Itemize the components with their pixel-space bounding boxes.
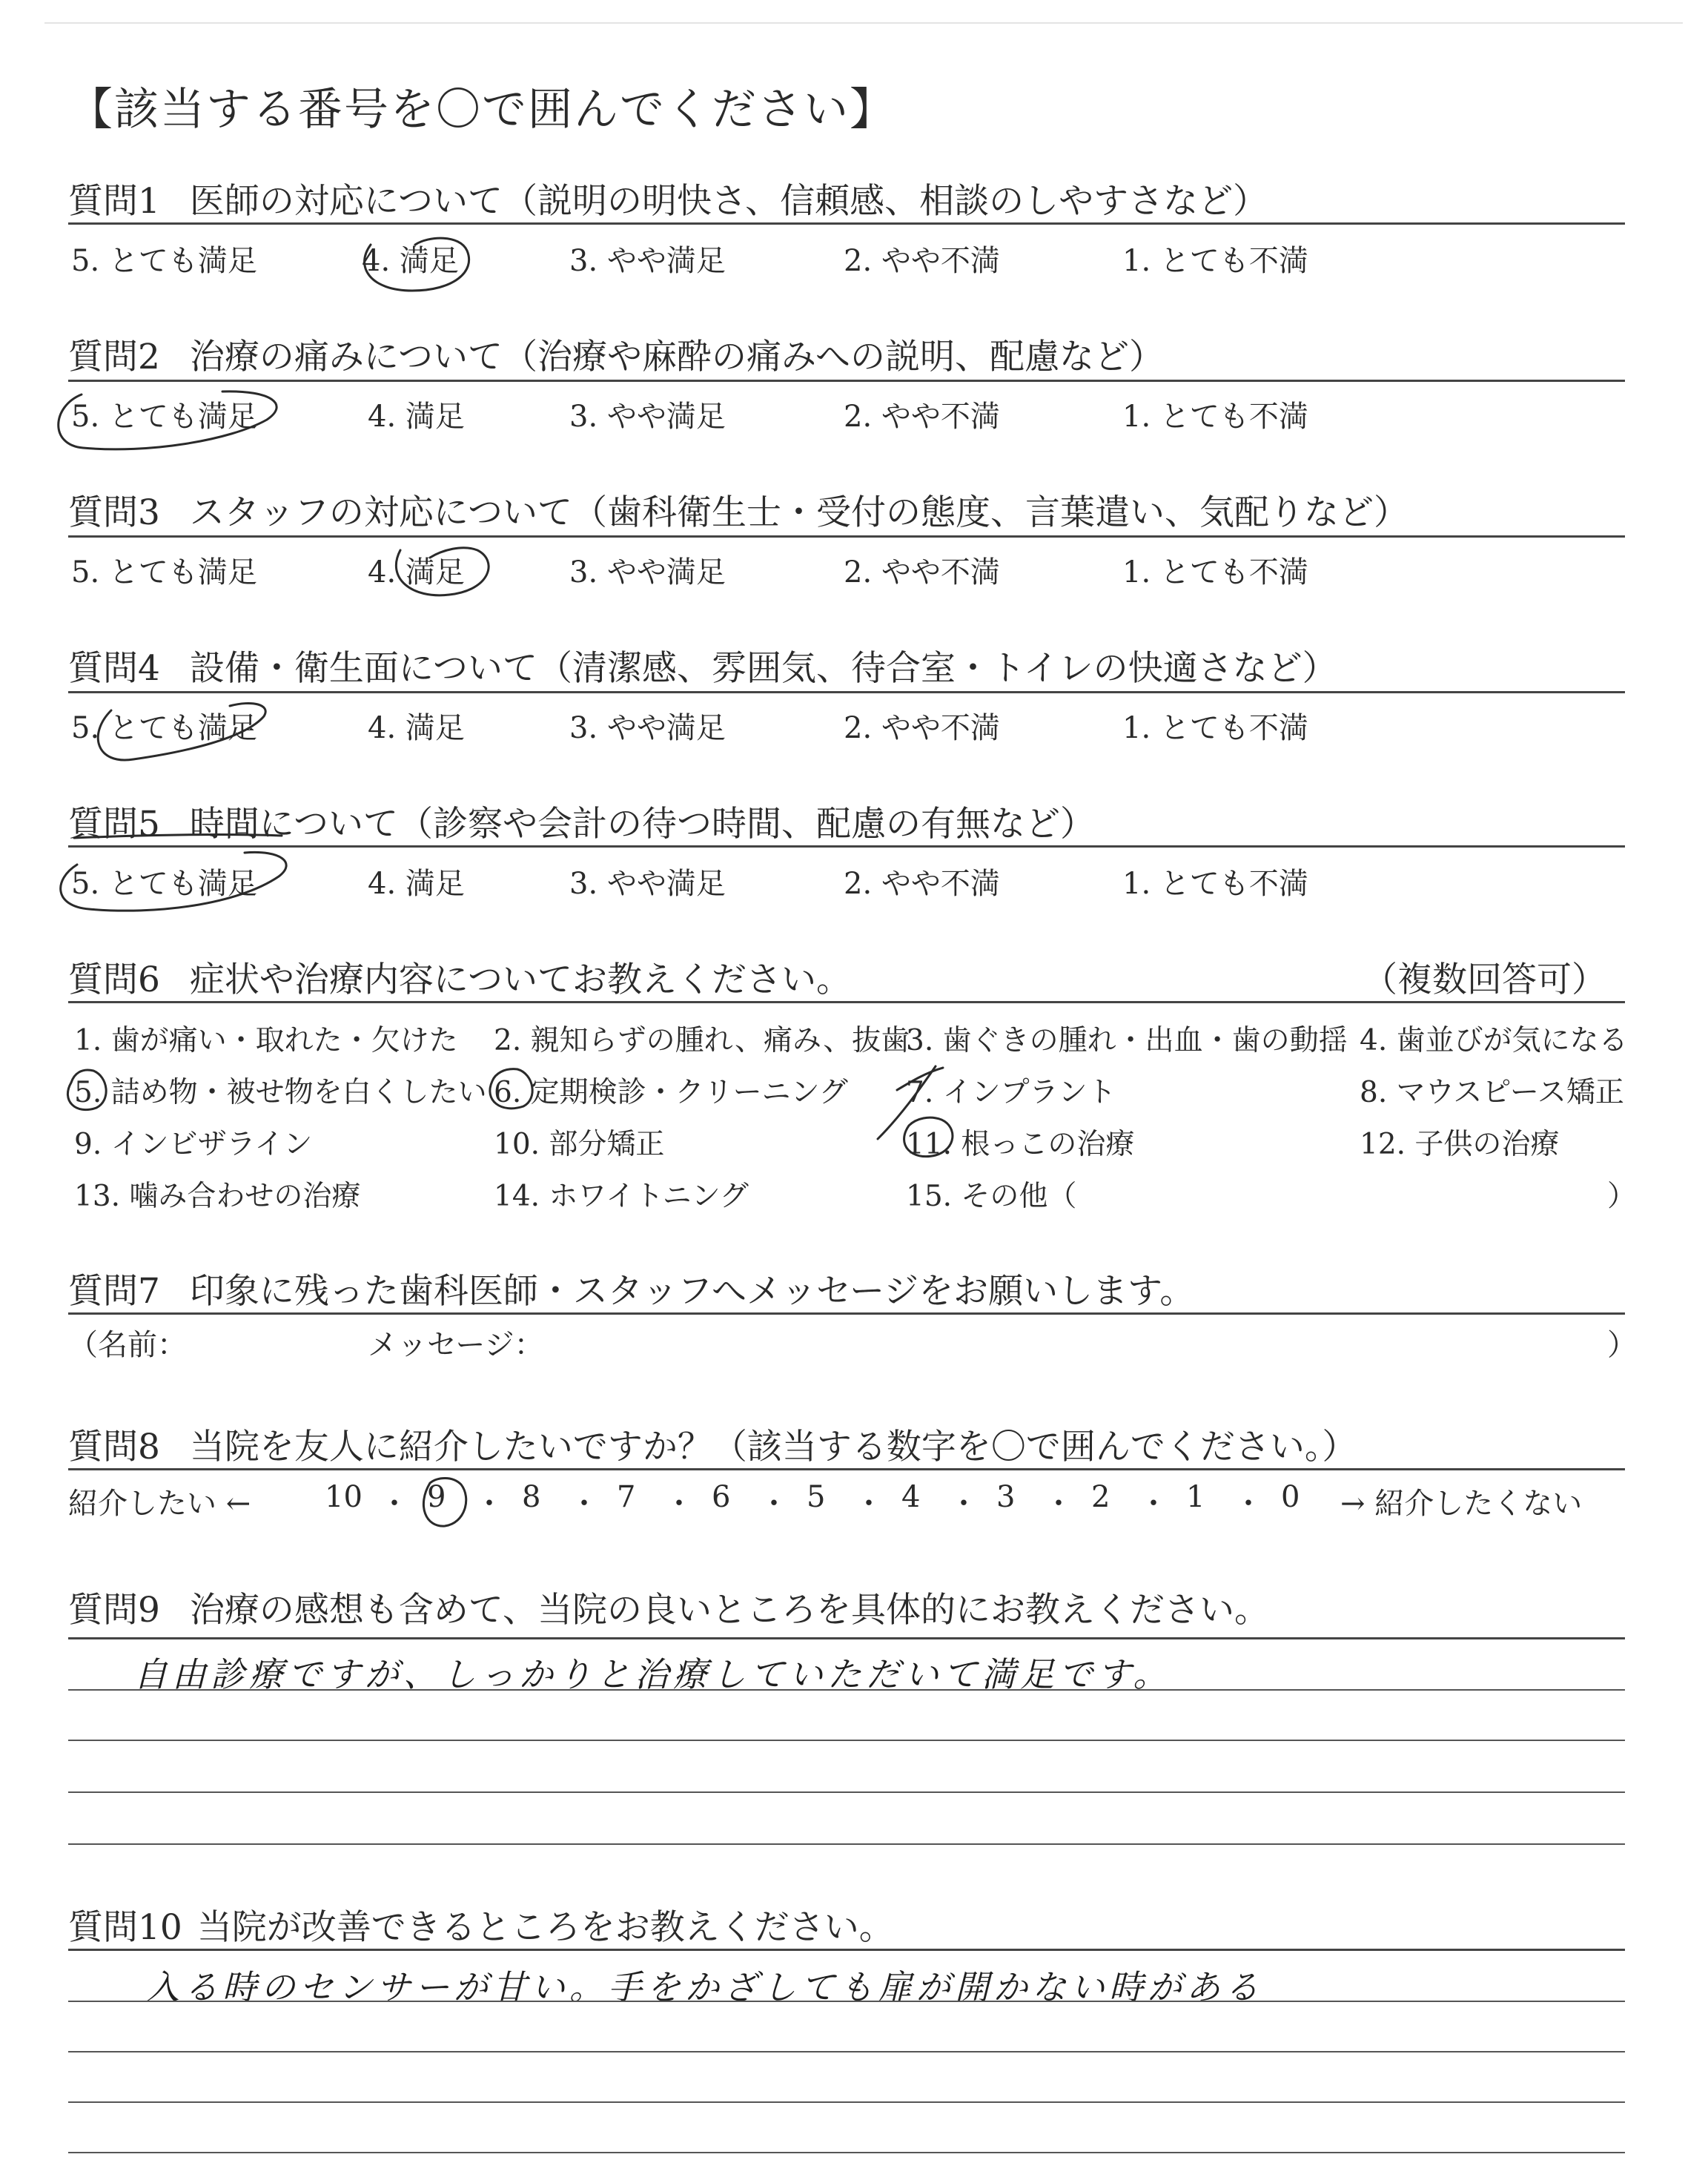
q9-rule	[68, 1637, 1625, 1639]
q4-heading	[68, 641, 1337, 690]
q2-option-5[interactable]: 5. とても満足	[71, 400, 257, 434]
q5-option-2[interactable]: 2. やや不満	[844, 867, 1000, 901]
q6-option-6[interactable]: 6. 定期検診・クリーニング	[494, 1076, 848, 1109]
q6-option-8[interactable]: 8. マウスピース矯正	[1360, 1076, 1624, 1109]
q7-close-paren: ）	[1607, 1328, 1637, 1362]
q8-scale-separator: ・	[1044, 1487, 1073, 1521]
q9-heading	[68, 1582, 1269, 1632]
q10-label: 質問10	[68, 1907, 182, 1948]
q6-option-12[interactable]: 12. 子供の治療	[1360, 1128, 1560, 1161]
q8-rule	[68, 1468, 1625, 1470]
q8-scale-separator: ・	[949, 1487, 979, 1521]
q1-option-1[interactable]: 1. とても不満	[1122, 244, 1308, 278]
q9-handwritten-answer: 自由診療ですが、しっかりと治療していただいて満足です。	[133, 1654, 1172, 1694]
q8-right-label: → 紹介したくない	[1340, 1487, 1583, 1521]
q2-option-3[interactable]: 3. やや満足	[569, 400, 726, 434]
q5-option-5[interactable]: 5. とても満足	[71, 867, 257, 901]
q3-rule	[68, 535, 1625, 538]
q3-option-1[interactable]: 1. とても不満	[1122, 555, 1308, 589]
q3-option-3[interactable]: 3. やや満足	[569, 555, 726, 589]
q8-scale-value-5[interactable]: 5	[807, 1480, 826, 1514]
q10-handwritten-answer: 入る時のセンサーが甘い。手をかざしても扉が開かない時がある	[145, 1967, 1263, 2007]
q8-scale-separator: ・	[380, 1487, 409, 1521]
q9-label: 質問9	[68, 1590, 160, 1631]
q10-text: 当院が改善できるところをお教えください。	[196, 1907, 894, 1948]
q8-scale-value-2[interactable]: 2	[1091, 1480, 1110, 1514]
q5-text: 時間について（診察や会計の待つ時間、配慮の有無など）	[189, 804, 1095, 845]
q8-heading	[68, 1419, 1357, 1469]
q4-text: 設備・衛生面について（清潔感、雰囲気、待合室・トイレの快適さなど）	[189, 648, 1337, 689]
page-title: 【該当する番号を〇で囲んでください】	[68, 84, 896, 136]
q4-option-3[interactable]: 3. やや満足	[569, 711, 726, 745]
q7-text: 印象に残った歯科医師・スタッフへメッセージをお願いします。	[189, 1271, 1195, 1312]
q6-option-1[interactable]: 1. 歯が痛い・取れた・欠けた	[74, 1024, 458, 1057]
q2-label: 質問2	[68, 337, 160, 377]
q1-heading	[68, 174, 1268, 223]
q1-option-5[interactable]: 5. とても満足	[71, 244, 257, 278]
q9-writing-line-4	[68, 1843, 1625, 1845]
q6-option-13[interactable]: 13. 噛み合わせの治療	[74, 1180, 361, 1213]
q1-label: 質問1	[68, 181, 160, 222]
q8-scale-separator: ・	[759, 1487, 789, 1521]
q5-option-4[interactable]: 4. 満足	[368, 867, 465, 901]
q8-scale-value-4[interactable]: 4	[901, 1480, 921, 1514]
q3-option-4[interactable]: 4. 満足	[368, 555, 465, 589]
q6-option-9[interactable]: 9. インビザライン	[74, 1128, 313, 1161]
page-top-edge	[44, 22, 1683, 24]
q4-option-5[interactable]: 5. とても満足	[71, 711, 257, 745]
q6-option-4[interactable]: 4. 歯並びが気になる	[1360, 1024, 1628, 1057]
q4-label: 質問4	[68, 648, 160, 689]
q5-option-3[interactable]: 3. やや満足	[569, 867, 726, 901]
q6-label: 質問6	[68, 960, 160, 1000]
q8-scale-separator: ・	[664, 1487, 694, 1521]
q8-text: 当院を友人に紹介したいですか？（該当する数字を〇で囲んでください。）	[189, 1427, 1357, 1467]
q8-scale-separator: ・	[474, 1487, 504, 1521]
q6-option-2[interactable]: 2. 親知らずの腫れ、痛み、抜歯	[494, 1024, 910, 1057]
q1-option-3[interactable]: 3. やや満足	[569, 244, 726, 278]
q9-writing-line-3	[68, 1791, 1625, 1793]
q4-option-1[interactable]: 1. とても不満	[1122, 711, 1308, 745]
q9-writing-line-2	[68, 1740, 1625, 1741]
q7-name-label[interactable]: （名前：	[68, 1328, 187, 1362]
q9-writing-line-1	[68, 1689, 1625, 1691]
q8-left-label: 紹介したい ←	[68, 1487, 251, 1521]
q3-option-5[interactable]: 5. とても満足	[71, 555, 257, 589]
q6-option-10[interactable]: 10. 部分矯正	[494, 1128, 665, 1161]
q5-rule	[68, 845, 1625, 848]
q2-option-1[interactable]: 1. とても不満	[1122, 400, 1308, 434]
q4-rule	[68, 691, 1625, 693]
q10-writing-line-2	[68, 2051, 1625, 2052]
q2-option-4[interactable]: 4. 満足	[368, 400, 465, 434]
q8-scale-separator: ・	[569, 1487, 599, 1521]
q8-scale-value-6[interactable]: 6	[712, 1480, 731, 1514]
q10-writing-line-3	[68, 2101, 1625, 2103]
q1-rule	[68, 222, 1625, 225]
q8-scale-separator: ・	[1234, 1487, 1263, 1521]
q8-scale-value-3[interactable]: 3	[996, 1480, 1016, 1514]
q6-option-7[interactable]: 7. インプラント	[906, 1076, 1116, 1109]
q8-scale-value-1[interactable]: 1	[1186, 1480, 1205, 1514]
q8-scale-value-0[interactable]: 0	[1281, 1480, 1300, 1514]
q10-writing-line-4	[68, 2152, 1625, 2153]
q8-scale-value-9[interactable]: 9	[427, 1480, 446, 1514]
q3-label: 質問3	[68, 492, 160, 533]
q4-option-4[interactable]: 4. 満足	[368, 711, 465, 745]
q4-option-2[interactable]: 2. やや不満	[844, 711, 1000, 745]
q7-message-label[interactable]: メッセージ：	[368, 1328, 544, 1362]
q7-label: 質問7	[68, 1271, 160, 1312]
q10-writing-line-1	[68, 2001, 1625, 2002]
q8-scale-separator: ・	[854, 1487, 884, 1521]
q6-option-5[interactable]: 5. 詰め物・被せ物を白くしたい	[74, 1076, 487, 1109]
q10-rule	[68, 1949, 1625, 1951]
q5-heading	[68, 796, 1095, 846]
q2-option-2[interactable]: 2. やや不満	[844, 400, 1000, 434]
q6-option-11[interactable]: 11. 根っこの治療	[906, 1128, 1135, 1161]
q6-text: 症状や治療内容についてお教えください。	[189, 960, 851, 1000]
q8-scale-separator: ・	[1139, 1487, 1168, 1521]
q6-option-15[interactable]: 15. その他（	[906, 1180, 1077, 1213]
q8-scale-value-10[interactable]: 10	[325, 1480, 363, 1514]
q8-label: 質問8	[68, 1427, 160, 1467]
q2-rule	[68, 380, 1625, 382]
q9-text: 治療の感想も含めて、当院の良いところを具体的にお教えください。	[189, 1590, 1269, 1631]
q8-scale-value-8[interactable]: 8	[522, 1480, 541, 1514]
q2-heading	[68, 329, 1164, 379]
q6-option-3[interactable]: 3. 歯ぐきの腫れ・出血・歯の動揺	[906, 1024, 1348, 1057]
q8-scale-value-7[interactable]: 7	[617, 1480, 636, 1514]
q3-text: スタッフの対応について（歯科衛生士・受付の態度、言葉遣い、気配りなど）	[189, 492, 1409, 533]
q5-option-1[interactable]: 1. とても不満	[1122, 867, 1308, 901]
q7-rule	[68, 1312, 1625, 1315]
q5-label: 質問5	[68, 804, 160, 845]
q3-heading	[68, 485, 1409, 535]
q6-heading	[68, 952, 851, 1002]
q2-text: 治療の痛みについて（治療や麻酔の痛みへの説明、配慮など）	[189, 337, 1165, 377]
q1-option-2[interactable]: 2. やや不満	[844, 244, 1000, 278]
q6-other-close-paren: ）	[1607, 1180, 1637, 1213]
q1-text: 医師の対応について（説明の明快さ、信頼感、相談のしやすさなど）	[189, 181, 1268, 222]
q6-multiple-note: （複数回答可）	[1363, 960, 1606, 1000]
q10-heading	[68, 1900, 894, 1949]
q1-option-4[interactable]: 4. 満足	[362, 244, 459, 278]
q3-option-2[interactable]: 2. やや不満	[844, 555, 1000, 589]
q7-heading	[68, 1264, 1194, 1313]
q6-option-14[interactable]: 14. ホワイトニング	[494, 1180, 749, 1213]
q6-rule	[68, 1001, 1625, 1003]
